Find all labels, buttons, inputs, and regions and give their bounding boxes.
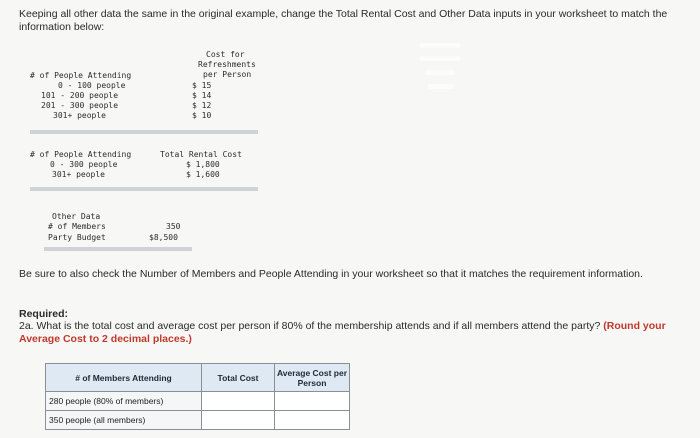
refreshments-row-label: 0 - 100 people [58, 81, 126, 90]
section-divider [30, 187, 258, 191]
refreshments-table [30, 50, 260, 130]
refreshments-row-label: 201 - 300 people [41, 101, 119, 110]
question-text [19, 320, 699, 346]
refreshments-row-label: 101 - 200 people [41, 91, 119, 100]
instructions-text: Keeping all other data the same in the original example, change the Total Rental Cost and Other Data inputs in your worksheet to match the information below: [19, 8, 668, 33]
other-data-label: Party Budget [48, 233, 106, 242]
total-cost-cell [202, 411, 275, 430]
total-cost-cell [202, 392, 275, 411]
other-data-table [44, 212, 194, 252]
row-label: 350 people (all members) [46, 411, 202, 430]
rental-row-label: 0 - 300 people [50, 160, 118, 169]
faint-mark [420, 56, 460, 61]
worksheet-note: Be sure to also check the Number of Members and People Attending in your worksheet so that it matches the requirement information. [19, 268, 643, 280]
faint-mark [428, 84, 454, 89]
refreshments-header: Refreshments [198, 60, 256, 69]
members-attending-header: # of Members Attending [46, 364, 202, 392]
answer-table [45, 363, 350, 430]
refreshments-row-value: $ 10 [192, 111, 212, 120]
average-cost-input[interactable] [275, 412, 349, 430]
average-cost-input[interactable] [275, 393, 349, 411]
refreshments-row-value: $ 14 [192, 91, 212, 100]
total-cost-input[interactable] [202, 412, 274, 430]
average-cost-cell [275, 411, 350, 430]
people-attending-header: # of People Attending [30, 150, 132, 159]
other-data-label: # of Members [48, 222, 106, 231]
refreshments-header: Cost for [206, 50, 245, 59]
rental-row-value: $ 1,600 [186, 170, 220, 179]
section-divider [30, 130, 258, 134]
table-row [46, 411, 350, 430]
row-label: 280 people (80% of members) [46, 392, 202, 411]
rounding-instruction: (Round your Average Cost to 2 decimal places.) [19, 320, 666, 345]
table-row [46, 392, 350, 411]
total-rental-cost-header: Total Rental Cost [160, 150, 242, 159]
rental-row-label: 301+ people [52, 170, 105, 179]
required-heading: Required: [19, 308, 69, 320]
faint-mark [425, 70, 455, 75]
refreshments-row-label: 301+ people [53, 111, 106, 120]
rental-row-value: $ 1,800 [186, 160, 220, 169]
refreshments-header: per Person [203, 70, 252, 79]
total-cost-header: Total Cost [202, 364, 275, 392]
question-body: 2a. What is the total cost and average cost per person if 80% of the membership attends and if all members attend the party? [19, 320, 601, 332]
average-cost-header: Average Cost per Person [275, 364, 350, 392]
rental-cost-table [30, 150, 270, 190]
other-data-header: Other Data [52, 212, 101, 221]
faint-mark [420, 43, 460, 48]
refreshments-row-value: $ 15 [192, 81, 212, 90]
total-cost-input[interactable] [202, 393, 274, 411]
people-attending-header: # of People Attending [30, 71, 132, 80]
other-data-value: $8,500 [149, 233, 178, 242]
section-divider [44, 247, 192, 251]
refreshments-row-value: $ 12 [192, 101, 212, 110]
average-cost-cell [275, 392, 350, 411]
other-data-value: 350 [166, 222, 181, 231]
